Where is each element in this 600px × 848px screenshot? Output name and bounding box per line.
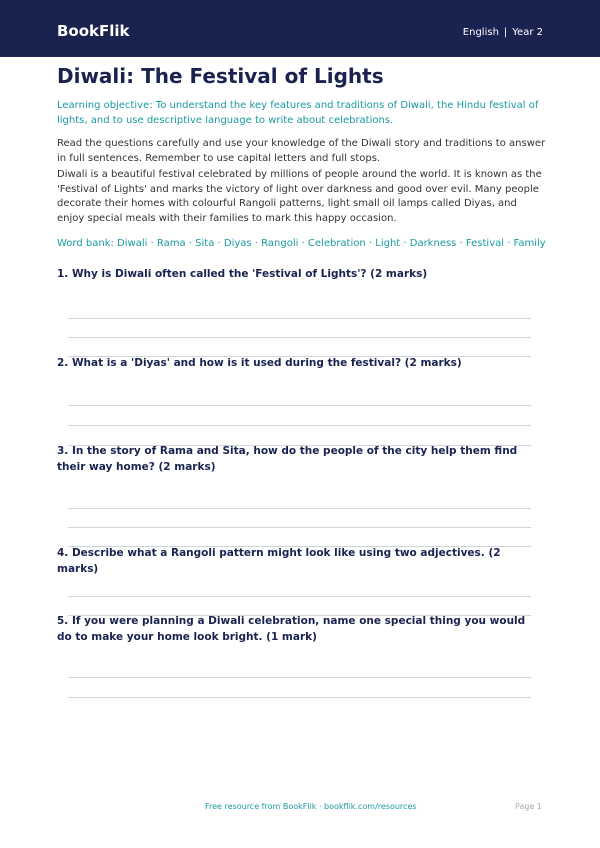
header-bar xyxy=(0,0,600,57)
brand-logo[interactable]: BookFlik xyxy=(57,22,130,40)
question-1: 1. Why is Diwali often called the 'Festival of Lights'? (2 marks) xyxy=(57,268,428,280)
answer-line[interactable] xyxy=(68,527,531,528)
worksheet-title: Diwali: The Festival of Lights xyxy=(57,64,384,88)
year-label: Year 2 xyxy=(512,27,543,38)
subject-label: English xyxy=(462,27,499,38)
question-5: 5. If you were planning a Diwali celebration, name one special thing you would do to make your home look bright. (1 mark) xyxy=(57,615,526,643)
meta-separator: | xyxy=(503,27,508,38)
question-3: 3. In the story of Rama and Sita, how do the people of the city help them find their way home? (2 marks) xyxy=(57,445,518,473)
page-number: Page 1 xyxy=(515,802,542,811)
answer-line[interactable] xyxy=(68,318,531,319)
question-4: 4. Describe what a Rangoli pattern might look like using two adjectives. (2 marks) xyxy=(57,547,501,575)
instructions: Read the questions carefully and use your knowledge of the Diwali story and traditions to answer in full sentences. Remember to use capital letters and full stops. xyxy=(57,138,546,164)
footer-link[interactable]: Free resource from BookFlik · bookflik.com/resources xyxy=(205,802,417,811)
answer-line[interactable] xyxy=(68,697,531,698)
header-meta xyxy=(463,27,543,39)
learning-objective: Learning objective: To understand the key features and traditions of Diwali, the Hindu festival of lights, and to use descriptive language to write about celebrations. xyxy=(57,100,539,126)
answer-line[interactable] xyxy=(68,337,531,338)
question-2: 2. What is a 'Diyas' and how is it used during the festival? (2 marks) xyxy=(57,357,462,369)
answer-line[interactable] xyxy=(68,425,531,426)
answer-line[interactable] xyxy=(68,596,531,597)
word-bank: Word bank: Diwali · Rama · Sita · Diyas · Rangoli · Celebration · Light · Darkness · Festival · Family xyxy=(57,238,546,249)
answer-line[interactable] xyxy=(68,677,531,678)
answer-line[interactable] xyxy=(68,405,531,406)
answer-line[interactable] xyxy=(68,508,531,509)
intro-paragraph: Diwali is a beautiful festival celebrated by millions of people around the world. It is known as the 'Festival of Lights' and marks the victory of light over darkness and good over evil. Many people decorate their homes with colourful Rangoli patterns, light small oil lamps called Diyas, and enjoy special meals with their families to mark this happy occasion. xyxy=(57,169,542,224)
